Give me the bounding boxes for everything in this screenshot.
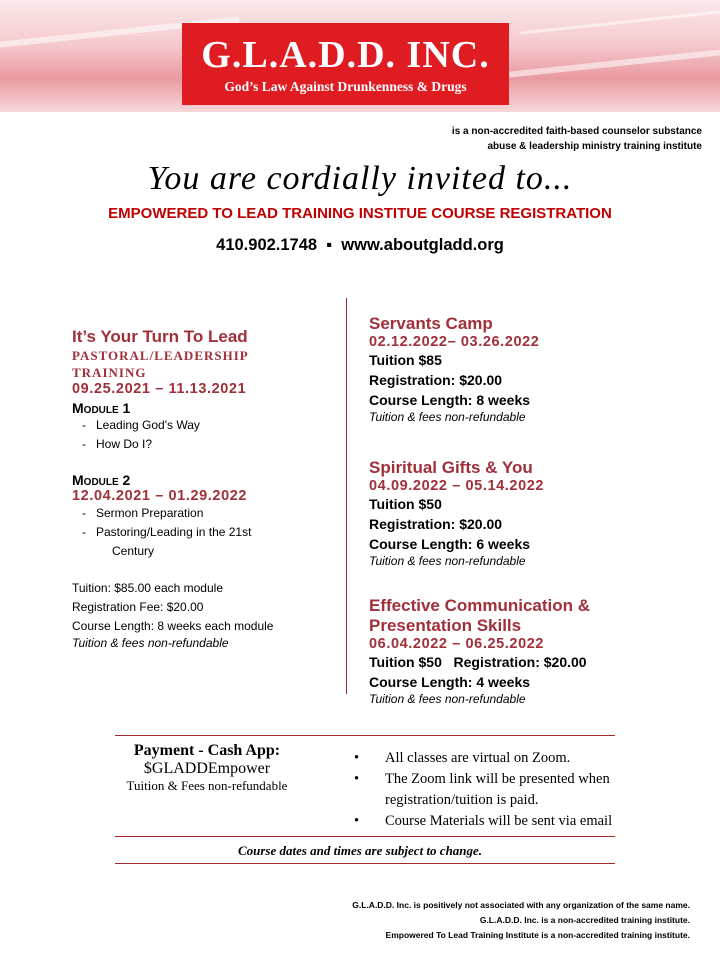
change-notice: Course dates and times are subject to change. xyxy=(237,843,483,858)
module-item: Pastoring/Leading in the 21st xyxy=(96,525,252,539)
course-spiritual-gifts xyxy=(369,458,669,568)
refund-policy: Tuition & fees non-refundable xyxy=(72,636,229,650)
registration-fee: Registration: $20.00 xyxy=(369,516,503,532)
list-item: - How Do I? xyxy=(82,437,153,451)
course-title: Spiritual Gifts & You xyxy=(369,458,533,477)
org-full-name: God’s Law Against Drunkenness & Drugs xyxy=(224,79,467,94)
payment-title: Payment - Cash App: xyxy=(133,742,281,759)
module-item: Sermon Preparation xyxy=(96,506,204,520)
note-text: All classes are virtual on Zoom. xyxy=(385,750,571,766)
separator: ▪ xyxy=(326,236,333,254)
footer-line: G.L.A.D.D. Inc. is a non-accredited training institute. xyxy=(479,915,690,925)
bullet-icon: • xyxy=(354,750,360,766)
event-headline: EMPOWERED TO LEAD TRAINING INSTITUE COURSE REGISTRATION xyxy=(108,205,612,222)
refund-policy: Tuition & fees non-refundable xyxy=(369,554,526,568)
module-item: Leading God's Way xyxy=(96,418,200,432)
list-item xyxy=(354,811,704,832)
course-title: It’s Your Turn To Lead xyxy=(72,327,248,346)
module-item: How Do I? xyxy=(96,437,153,451)
footer-line: Empowered To Lead Training Institute is a non-accredited training institute. xyxy=(385,930,690,940)
cashapp-handle: $GLADDEmpower xyxy=(143,760,271,777)
notes-list xyxy=(354,748,704,832)
course-dates: 06.04.2022 – 06.25.2022 xyxy=(369,636,545,652)
course-left xyxy=(72,327,342,650)
divider xyxy=(115,863,615,864)
banner-streak xyxy=(480,45,720,80)
contact-line xyxy=(0,236,720,255)
column-divider xyxy=(346,298,347,694)
course-servants-camp xyxy=(369,314,669,424)
divider xyxy=(115,735,615,736)
course-subtitle: TRAINING xyxy=(72,365,147,380)
divider xyxy=(115,836,615,837)
footer-line: G.L.A.D.D. Inc. is positively not associated with any organization of the same name. xyxy=(352,900,690,910)
tuition: Tuition: $85.00 each module xyxy=(72,581,223,595)
list-item: - Sermon Preparation xyxy=(82,506,204,520)
course-subtitle: PASTORAL/LEADERSHIP xyxy=(72,348,249,363)
list-item xyxy=(354,769,704,811)
tuition-registration: Tuition $50 Registration: $20.00 xyxy=(369,654,587,670)
payment-note: Tuition & Fees non-refundable xyxy=(126,778,288,793)
module1-label: Module 1 xyxy=(72,400,131,416)
course-dates: 04.09.2022 – 05.14.2022 xyxy=(369,478,545,494)
invite-script: You are cordially invited to... xyxy=(147,160,573,197)
module2-dates: 12.04.2021 – 01.29.2022 xyxy=(72,488,248,504)
phone-number: 410.902.1748 xyxy=(216,236,318,254)
course-dates: 02.12.2022– 03.26.2022 xyxy=(369,334,540,350)
module2-label: Module 2 xyxy=(72,472,131,488)
course-length: Course Length: 8 weeks xyxy=(369,392,531,408)
module1-dates: 09.25.2021 – 11.13.2021 xyxy=(72,381,247,397)
list-item: - Leading God's Way xyxy=(82,418,200,432)
tuition: Tuition $85 xyxy=(369,352,442,368)
tagline-line: abuse & leadership ministry training institute xyxy=(487,141,702,152)
course-title: Presentation Skills xyxy=(369,616,522,635)
bullet-icon: • xyxy=(354,771,360,787)
list-item xyxy=(354,748,704,769)
registration-fee: Registration Fee: $20.00 xyxy=(72,600,204,614)
course-effective-communication xyxy=(369,596,689,706)
tagline xyxy=(402,124,702,154)
note-text: registration/tuition is paid. xyxy=(385,792,539,808)
refund-policy: Tuition & fees non-refundable xyxy=(369,410,526,424)
footer-disclaimer xyxy=(352,898,690,943)
banner-streak xyxy=(520,9,720,35)
website-link[interactable]: www.aboutgladd.org xyxy=(341,236,504,254)
payment-block xyxy=(72,742,342,794)
note-text: The Zoom link will be presented when xyxy=(385,771,610,787)
module-item: Century xyxy=(112,544,155,558)
bullet-icon: • xyxy=(354,813,360,829)
org-name: G.L.A.D.D. INC. xyxy=(201,34,490,76)
course-title: Effective Communication & xyxy=(369,596,591,615)
course-length: Course Length: 8 weeks each module xyxy=(72,619,274,633)
tagline-line: is a non-accredited faith-based counselor substance xyxy=(451,126,702,137)
registration-fee: Registration: $20.00 xyxy=(369,372,503,388)
logo-box xyxy=(182,23,509,105)
list-item: - Pastoring/Leading in the 21st xyxy=(82,525,252,539)
course-length: Course Length: 6 weeks xyxy=(369,536,531,552)
course-title: Servants Camp xyxy=(369,314,493,333)
tuition: Tuition $50 xyxy=(369,496,442,512)
refund-policy: Tuition & fees non-refundable xyxy=(369,692,526,706)
course-length: Course Length: 4 weeks xyxy=(369,674,531,690)
note-text: Course Materials will be sent via email xyxy=(385,813,613,829)
